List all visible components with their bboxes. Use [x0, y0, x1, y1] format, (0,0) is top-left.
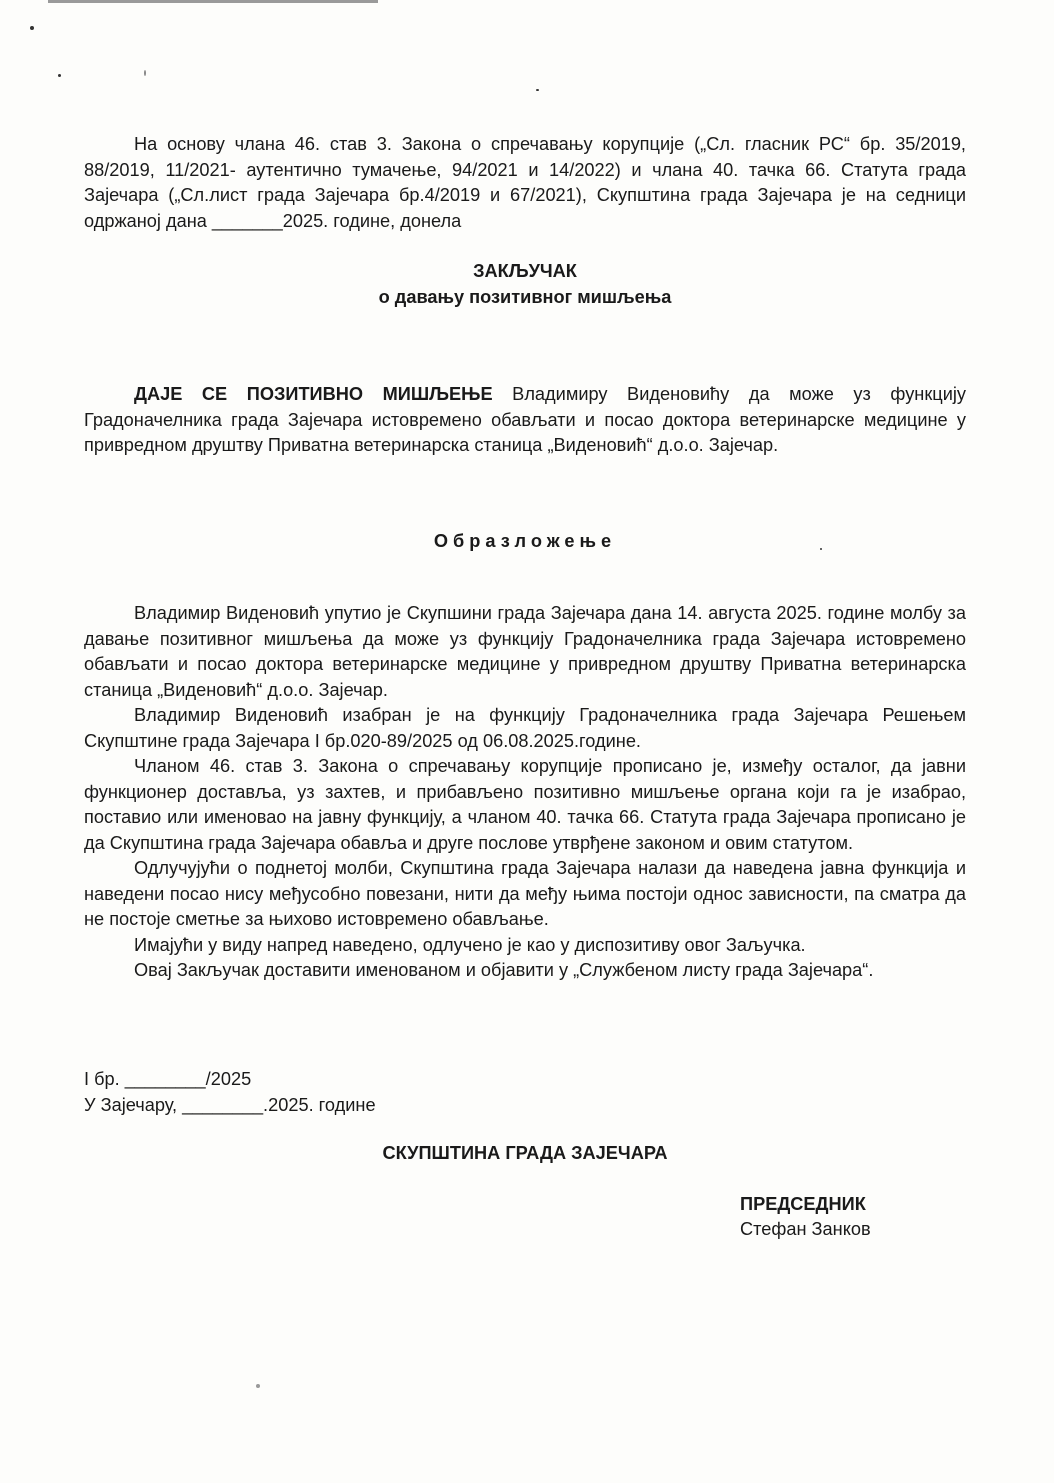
reasoning-paragraph: Владимир Виденовић изабран је на функцију Градоначелника града Зајечара Решењем Скупштине града Зајечара I бр.020-89/2025 од 06.08.2025.године. — [84, 705, 966, 751]
reasoning-paragraph: Одлучујући о поднетој молби, Скупштина града Зајечара налази да наведена јавна функција и наведени посао нису међусобно повезани, нити да међу њима постоји однос зависности, па сматра да не постоје сметње за њихово истовремено обављање. — [84, 858, 966, 929]
signer-title: ПРЕДСЕДНИК — [740, 1194, 866, 1214]
institution-name: СКУПШТИНА ГРАДА ЗАЈЕЧАРА — [382, 1143, 668, 1163]
reasoning-paragraph: Овај Закључак доставити именованом и објавити у „Службеном листу града Зајечара“. — [134, 960, 874, 980]
document-title: ЗАКЉУЧАК — [473, 261, 577, 281]
decision-lead: ДАЈЕ СЕ ПОЗИТИВНО МИШЉЕЊЕ — [134, 384, 493, 404]
scan-edge-line — [48, 0, 378, 3]
decision-paragraph — [84, 382, 966, 459]
scan-speck — [30, 26, 34, 30]
decision-text — [84, 382, 966, 459]
scan-speck — [536, 89, 539, 91]
document-number-line: I бр. ________/2025 — [84, 1069, 252, 1089]
decision-body: Владимиру Виденовићу да може уз функцију Градоначелника града Зајечара истовремено обављати и посао доктора ветеринарске медицине у привредном друштву Приватна ветеринарска станица „Виденовић“ д.о.о. Зајечар. — [84, 384, 966, 455]
reasoning-paragraph: Имајући у виду напред наведено, одлучено је као у диспозитиву овог Заључка. — [134, 934, 806, 955]
reasoning-paragraph: Чланом 46. став 3. Закона о спречавању корупције прописано је, између осталог, да јавни функционер доставља, уз захтев, и прибављено позитивно мишљење органа који га је изабрао, поставио или именовао на јавну функцију, а чланом 40. тачка 66. Статута града Зајечара прописано је да Скупштина града Зајечара обавља и друге послове утврђене законом и овим статутом. — [84, 756, 966, 853]
reasoning-body — [84, 601, 966, 984]
intro-text: На основу члана 46. став 3. Закона о спречавању корупције („Сл. гласник РС“ бр. 35/2019, 88/2019, 11/2021- аутентично тумачење, 94/2021 и 14/2022) и члана 40. тачка 66. Статута града Зајечара („Сл.лист града Зајечара бр.4/2019 и 67/2021), Скупштина града Зајечара је на седници одржаној дана _______2025. године, донела — [84, 134, 966, 231]
reasoning-paragraph: Владимир Виденовић упутио је Скупшини града Зајечара дана 14. августа 2025. године молбу за давање позитивног мишљења да може уз функцију Градоначелника града Зајечара истовремено обављати и посао доктора ветеринарске медицине у привредном друштву Приватна ветеринарска станица „Виденовић“ д.о.о. Зајечар. — [84, 603, 966, 700]
scan-speck — [256, 1384, 260, 1388]
scan-speck — [58, 74, 61, 77]
scan-speck — [144, 70, 146, 76]
signer-name: Стефан Занков — [740, 1219, 871, 1239]
place-date-line: У Зајечару, ________.2025. године — [84, 1095, 376, 1115]
document-subtitle: о давању позитивног мишљења — [378, 287, 672, 307]
reasoning-heading: Образложење — [433, 531, 617, 551]
intro-paragraph — [84, 132, 966, 234]
